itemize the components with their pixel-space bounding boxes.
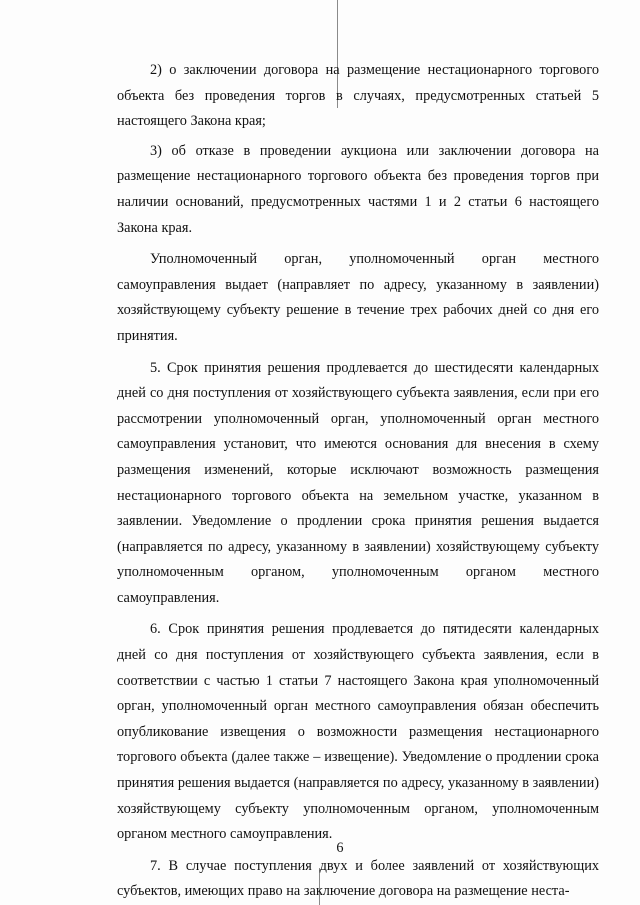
paragraph-issuance: Уполномоченный орган, уполномоченный орган местного самоуправления выдает (направляет по адресу, указанному в заявлении) хозяйствующему субъекту решение в течение трех рабочих дней со дня его принятия.	[117, 251, 599, 344]
document-body	[117, 58, 599, 905]
paragraph-item-2: 2) о заключении договора на размещение нестационарного торгового объекта без проведения торгов в случаях, предусмотренных статьей 5 настоящего Закона края;	[117, 62, 599, 130]
paragraph-5: 5. Срок принятия решения продлевается до шестидесяти календарных дней со дня поступления от хозяйствующего субъекта заявления, если при его рассмотрении уполномоченный орган, уполномоченный орган местного самоуправления установит, что имеются основания для внесения в схему размещения изменений, которые исключают возможность размещения нестационарного торгового объекта на земельном участке, указанном в заявлении. Уведомление о продлении срока принятия решения выдается (направляется по адресу, указанному в заявлении) хозяйствующему субъекту уполномоченным органом, уполномоченным органом местного самоуправления.	[117, 359, 599, 606]
paragraph-6: 6. Срок принятия решения продлевается до пятидесяти календарных дней со дня поступления от хозяйствующего субъекта заявления, если в соответствии с частью 1 статьи 7 настоящего Закона края уполномоченный орган, уполномоченный орган местного самоуправления обязан обеспечить опубликование извещения о возможности размещения нестационарного торгового объекта (далее также – извещение). Уведомление о продлении срока принятия решения выдается (направляется по адресу, указанному в заявлении) хозяйствующему субъекту уполномоченным органом, уполномоченным органом местного самоуправления.	[117, 621, 599, 843]
page-number: 6	[336, 840, 344, 856]
paragraph-7: 7. В случае поступления двух и более заявлений от хозяйствующих субъектов, имеющих право на заключение договора на размещение неста-	[117, 857, 599, 900]
paragraph-item-3: 3) об отказе в проведении аукциона или заключении договора на размещение нестационарного торгового объекта без проведения торгов при наличии оснований, предусмотренных частями 1 и 2 статьи 6 настоящего Закона края.	[117, 142, 599, 236]
